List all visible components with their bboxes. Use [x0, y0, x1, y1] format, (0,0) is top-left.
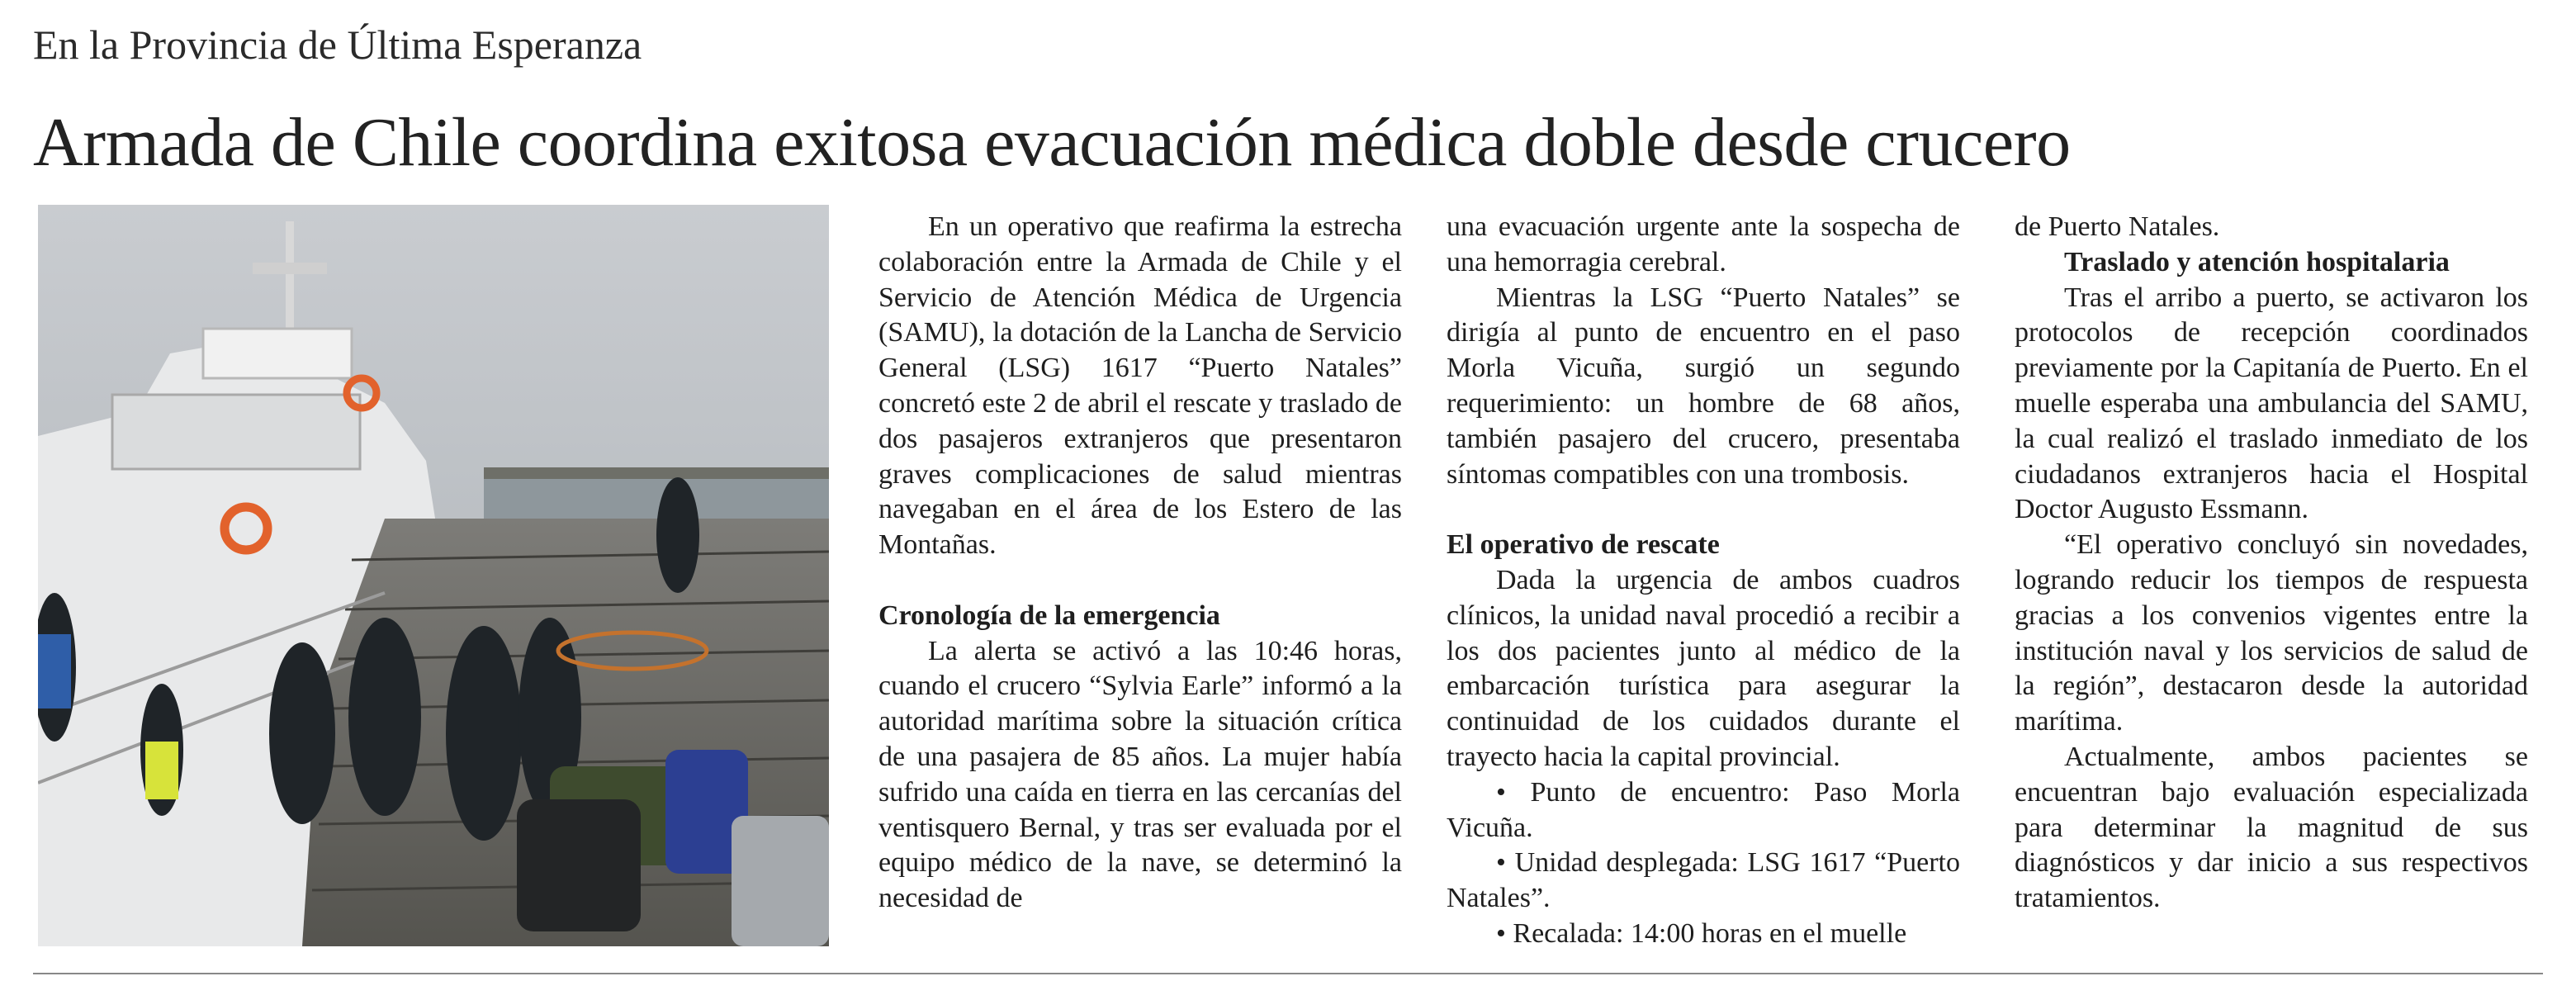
list-item: • Punto de encuentro: Paso Morla Vicuña.	[1447, 776, 1960, 843]
paragraph: Actualmente, ambos pacientes se encuentran bajo evaluación especializada para determinar la magnitud de sus diagnósticos y dar inicio a sus respectivos tratamientos.	[2015, 741, 2528, 914]
article-kicker: En la Provincia de Última Esperanza	[33, 21, 642, 68]
paragraph: de Puerto Natales.	[2015, 211, 2220, 242]
paragraph: “El operativo concluyó sin novedades, logrando reducir los tiempos de respuesta gracias a los convenios vigentes entre la institución naval y los servicios de salud de la región”, destacaron desde la autoridad marítima.	[2015, 529, 2528, 737]
paragraph: Tras el arribo a puerto, se activaron los protocolos de recepción coordinados previamente por la Capitanía de Puerto. En el muelle esperaba una ambulancia del SAMU, la cual realizó el traslado inmediato de los ciudadanos extranjeros hacia el Hospital Doctor Augusto Essmann.	[2015, 282, 2528, 525]
paragraph: En un operativo que reafirma la estrecha colaboración entre la Armada de Chile y el Servicio de Atención Médica de Urgencia (SAMU), la dotación de la Lancha de Servicio General (LSG) 1617 “Puerto Natales” concretó este 2 de abril el rescate y traslado de dos pasajeros extranjeros que presentaron graves complicaciones de salud mientras navegaban en el área de los Estero de las Montañas.	[878, 211, 1402, 561]
article-headline: Armada de Chile coordina exitosa evacuación médica doble desde crucero	[33, 104, 2071, 181]
paragraph: una evacuación urgente ante la sospecha de una hemorragia cerebral.	[1447, 211, 1960, 277]
article-column-3	[2015, 210, 2528, 917]
paragraph: La alerta se activó a las 10:46 horas, cuando el crucero “Sylvia Earle” informó a la autoridad marítima sobre la situación crítica de una pasajera de 85 años. La mujer había sufrido una caída en tierra en las cercanías del ventisquero Bernal, y tras ser evaluada por el equipo médico de la nave, se determinó la necesidad de	[878, 635, 1402, 914]
subheading: Traslado y atención hospitalaria	[2064, 246, 2450, 277]
paragraph: Dada la urgencia de ambos cuadros clínicos, la unidad naval procedió a recibir a los dos pacientes junto al médico de la embarcación turística para asegurar la continuidad de los cuidados durante el trayecto hacia la capital provincial.	[1447, 564, 1960, 772]
paragraph: Mientras la LSG “Puerto Natales” se dirigía al punto de encuentro en el paso Morla Vicuña, surgió un segundo requerimiento: un hombre de 68 años, también pasajero del crucero, presentaba síntomas compatibles con una trombosis.	[1447, 282, 1960, 490]
list-item: • Recalada: 14:00 horas en el muelle	[1496, 917, 1907, 949]
bottom-rule	[33, 973, 2543, 974]
article-column-1	[878, 210, 1402, 917]
list-item: • Unidad desplegada: LSG 1617 “Puerto Natales”.	[1447, 847, 1960, 914]
rescue-scene-illustration	[38, 205, 829, 946]
article-photo	[38, 205, 829, 946]
subheading: El operativo de rescate	[1447, 529, 1720, 561]
subheading: Cronología de la emergencia	[878, 600, 1220, 631]
article-column-2	[1447, 210, 1960, 952]
